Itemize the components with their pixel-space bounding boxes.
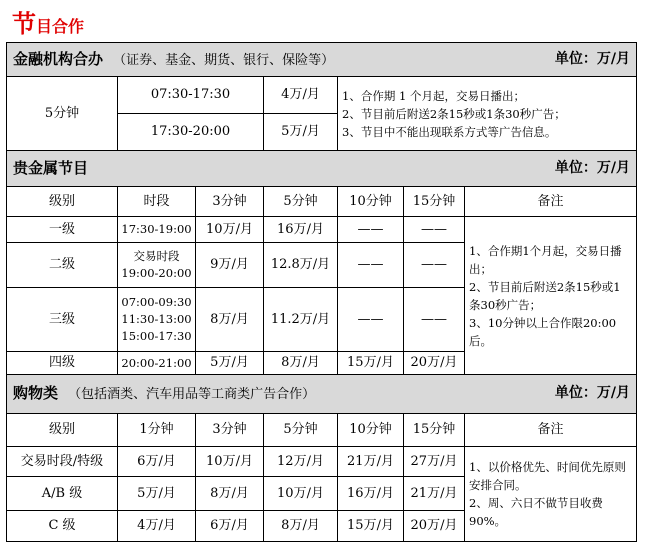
page-title-rest: 目合作 — [36, 17, 85, 36]
page-title-first-char: 节 — [12, 10, 36, 38]
metals-times-2 — [118, 243, 196, 288]
metals-time-1: 17:30-19:00 — [118, 217, 196, 243]
shopping-note-2: 2、周、六日不做节目收费90%。 — [469, 496, 603, 528]
shopping-1-5min: 12万/月 — [264, 447, 338, 477]
metals-2-5min: 12.8万/月 — [264, 243, 338, 288]
shopping-3-3min: 6万/月 — [196, 511, 264, 542]
shopping-col-3min: 3分钟 — [196, 414, 264, 447]
shopping-col-level: 级别 — [7, 414, 118, 447]
table-row — [7, 217, 637, 243]
metals-level-2: 二级 — [7, 243, 118, 288]
shopping-3-15min: 20万/月 — [404, 511, 465, 542]
shopping-section-header — [7, 375, 637, 414]
page-title — [12, 4, 85, 38]
metals-level-3: 三级 — [7, 288, 118, 352]
metals-note-1: 1、合作期1个月起，交易日播出； — [469, 243, 622, 276]
finance-section-header — [7, 43, 637, 77]
metals-notes — [465, 217, 637, 375]
metals-1-15min: —— — [404, 217, 465, 243]
metals-4-5min: 8万/月 — [264, 352, 338, 375]
metals-4-10min: 15万/月 — [338, 352, 404, 375]
metals-2-15min: —— — [404, 243, 465, 288]
metals-4-3min: 5万/月 — [196, 352, 264, 375]
finance-unit: 单位：万/月 — [554, 50, 631, 67]
shopping-3-5min: 8万/月 — [264, 511, 338, 542]
shopping-section-name: 购物类 — [13, 384, 59, 402]
shopping-3-1min: 4万/月 — [118, 511, 196, 542]
metals-level-1: 一级 — [7, 217, 118, 243]
shopping-note-1: 1、以价格优先、时间优先原则安排合同。 — [469, 460, 626, 492]
finance-header-row — [7, 43, 637, 77]
shopping-2-5min: 10万/月 — [264, 477, 338, 511]
metals-column-headers — [7, 187, 637, 217]
metals-note-3: 3、10分钟以上合作限20:00后。 — [469, 315, 617, 348]
shopping-2-1min: 5万/月 — [118, 477, 196, 511]
shopping-1-3min: 10万/月 — [196, 447, 264, 477]
metals-unit: 单位：万/月 — [554, 159, 631, 176]
shopping-col-15min: 15分钟 — [404, 414, 465, 447]
metals-3-3min: 8万/月 — [196, 288, 264, 352]
finance-time-2: 17:30-20:00 — [118, 114, 264, 151]
finance-row-label: 5分钟 — [7, 77, 118, 151]
shopping-header-row — [7, 375, 637, 414]
metals-col-15min: 15分钟 — [404, 187, 465, 217]
finance-section-note: （证券、基金、期货、银行、保险等） — [113, 52, 335, 68]
metals-time-2b: 19:00-20:00 — [121, 266, 192, 280]
metals-header-row — [7, 151, 637, 187]
shopping-2-15min: 21万/月 — [404, 477, 465, 511]
metals-time-3b: 11:30-13:00 — [121, 312, 192, 326]
metals-times-3 — [118, 288, 196, 352]
metals-2-10min: —— — [338, 243, 404, 288]
metals-time-2a: 交易时段 — [133, 249, 180, 263]
metals-3-15min: —— — [404, 288, 465, 352]
shopping-1-15min: 27万/月 — [404, 447, 465, 477]
metals-1-10min: —— — [338, 217, 404, 243]
shopping-col-10min: 10分钟 — [338, 414, 404, 447]
shopping-3-10min: 15万/月 — [338, 511, 404, 542]
shopping-col-remarks: 备注 — [465, 414, 637, 447]
metals-1-5min: 16万/月 — [264, 217, 338, 243]
metals-col-5min: 5分钟 — [264, 187, 338, 217]
metals-time-3a: 07:00-09:30 — [121, 295, 192, 309]
metals-1-3min: 10万/月 — [196, 217, 264, 243]
shopping-1-10min: 21万/月 — [338, 447, 404, 477]
metals-col-time: 时段 — [118, 187, 196, 217]
table-row — [7, 447, 637, 477]
metals-3-10min: —— — [338, 288, 404, 352]
shopping-1-1min: 6万/月 — [118, 447, 196, 477]
shopping-unit: 单位：万/月 — [554, 385, 631, 401]
metals-level-4: 四级 — [7, 352, 118, 375]
shopping-col-5min: 5分钟 — [264, 414, 338, 447]
metals-2-3min: 9万/月 — [196, 243, 264, 288]
shopping-col-1min: 1分钟 — [118, 414, 196, 447]
metals-col-level: 级别 — [7, 187, 118, 217]
shopping-2-3min: 8万/月 — [196, 477, 264, 511]
finance-price-1: 4万/月 — [264, 77, 338, 114]
shopping-2-10min: 16万/月 — [338, 477, 404, 511]
shopping-notes — [465, 447, 637, 542]
metals-col-3min: 3分钟 — [196, 187, 264, 217]
metals-note-2: 2、节目前后附送2条15秒或1条30秒广告； — [469, 279, 621, 312]
shopping-column-headers — [7, 414, 637, 447]
finance-section-name: 金融机构合办 — [13, 49, 104, 68]
shopping-level-2: A/B 级 — [7, 477, 118, 511]
metals-section-header — [7, 151, 637, 187]
finance-price-2: 5万/月 — [264, 114, 338, 151]
shopping-section-note: （包括酒类、汽车用品等工商类广告合作） — [68, 387, 316, 402]
finance-notes — [338, 77, 637, 151]
metals-time-4: 20:00-21:00 — [118, 352, 196, 375]
finance-row-1 — [7, 77, 637, 114]
metals-3-5min: 11.2万/月 — [264, 288, 338, 352]
shopping-level-3: C 级 — [7, 511, 118, 542]
metals-4-15min: 20万/月 — [404, 352, 465, 375]
finance-time-1: 07:30-17:30 — [118, 77, 264, 114]
finance-note-1: 1、合作期 1 个月起，交易日播出； — [342, 88, 525, 103]
metals-col-remarks: 备注 — [465, 187, 637, 217]
metals-time-3c: 15:00-17:30 — [121, 329, 192, 343]
metals-section-name: 贵金属节目 — [13, 158, 89, 177]
shopping-level-1: 交易时段/特级 — [7, 447, 118, 477]
metals-col-10min: 10分钟 — [338, 187, 404, 217]
finance-note-3: 3、节目中不能出现联系方式等广告信息。 — [342, 124, 557, 139]
rate-table — [6, 42, 637, 542]
finance-note-2: 2、节目前后附送2条15秒或1条30秒广告； — [342, 106, 566, 121]
